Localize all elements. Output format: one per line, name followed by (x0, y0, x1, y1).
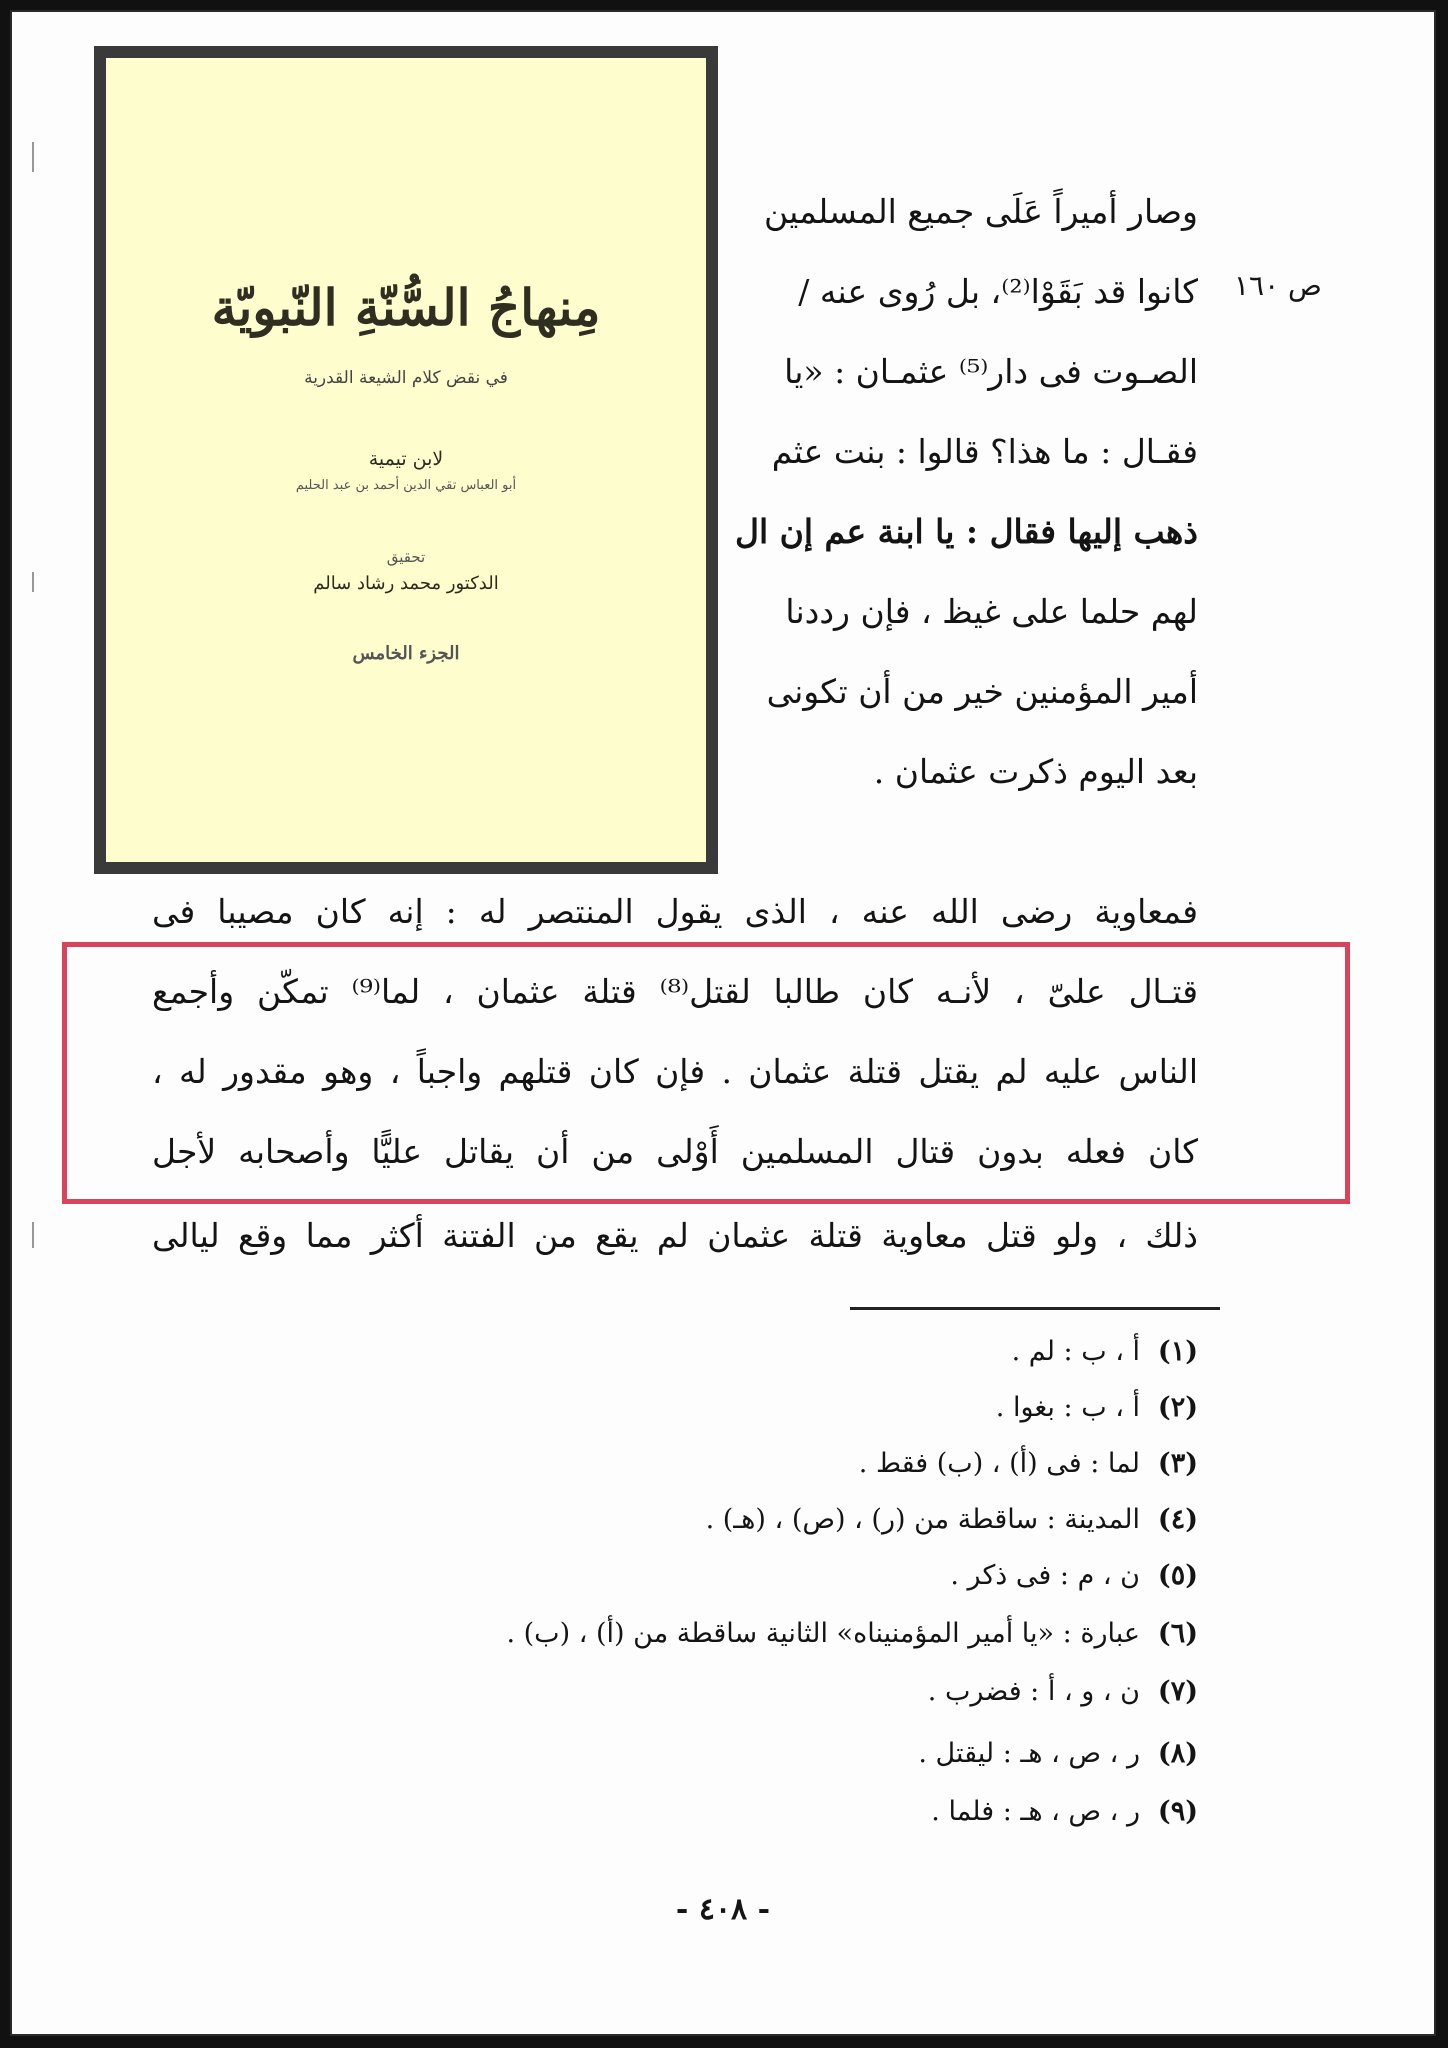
footnote (859, 1446, 1198, 1482)
body-line: لهم حلما على غيظ ، فإن رددنا (785, 592, 1198, 631)
body-line: كانوا قد بَقَوْا⁽²⁾، بل رُوى عنه / (798, 272, 1198, 311)
footnote-text: أ ، ب : لم . (1011, 1336, 1140, 1367)
highlight-box (62, 942, 1350, 1204)
footnote (928, 1674, 1198, 1710)
margin-tick (32, 1222, 34, 1248)
cover-subtitle: في نقض كلام الشيعة القدرية (304, 368, 508, 388)
footnote-number: (٩) (1157, 1796, 1198, 1827)
footnote-number: (٣) (1157, 1448, 1198, 1479)
footnote (506, 1616, 1198, 1652)
footnote (996, 1390, 1198, 1426)
cover-author: لابن تيمية (368, 448, 444, 470)
document-page (10, 10, 1436, 2036)
paragraph-line: الناس عليه لم يقتل قتلة عثمان . فإن كان قتلهم واجباً ، وهو مقدور له ، (152, 1052, 1198, 1091)
footnote-text: ر ، ص ، هـ : فلما . (931, 1796, 1140, 1827)
body-line: فقـال : ما هذا؟ قالوا : بنت عثم (771, 432, 1198, 471)
footnote-number: (٥) (1157, 1560, 1198, 1591)
footnote (706, 1502, 1198, 1538)
footnote (918, 1736, 1198, 1772)
footnote-number: (٢) (1157, 1392, 1198, 1423)
paragraph-line: قتـال علىّ ، لأنـه كان طالبا لقتل⁽⁸⁾ قتلة عثمان ، لما⁽⁹⁾ تمكّن وأجمع (152, 972, 1199, 1011)
footnote-number: (٨) (1157, 1738, 1198, 1769)
body-line: الصـوت فى دار⁽⁵⁾ عثمـان : «يا (784, 352, 1198, 391)
cover-editor: الدكتور محمد رشاد سالم (313, 573, 499, 594)
cover-author-fullname: أبو العباس تقي الدين أحمد بن عبد الحليم (295, 478, 517, 493)
footnote-number: (٤) (1157, 1504, 1198, 1535)
footnote (1012, 1334, 1198, 1370)
footnote-text: المدينة : ساقطة من (ر) ، (ص) ، (هـ) . (705, 1504, 1140, 1535)
paragraph-line: فمعاوية رضى الله عنه ، الذى يقول المنتصر له : إنه كان مصيبا فى (152, 892, 1198, 931)
margin-tick (32, 572, 34, 592)
footnote-separator (850, 1307, 1220, 1310)
body-line: وصار أميراً عَلَى جميع المسلمين (763, 192, 1198, 231)
body-line: بعد اليوم ذكرت عثمان . (873, 752, 1198, 791)
footnote (950, 1558, 1198, 1594)
footnote-text: أ ، ب : بغوا . (995, 1392, 1140, 1423)
page-number: - ٤٠٨ - (675, 1892, 771, 1927)
cover-title: مِنهاجُ السُّنّةِ النّبويّة (211, 278, 601, 337)
margin-page-reference: ص ١٦٠ (1234, 269, 1322, 302)
paragraph-line: كان فعله بدون قتال المسلمين أَوْلى من أن يقاتل عليًّا وأصحابه لأجل (152, 1132, 1198, 1171)
book-cover (94, 46, 718, 874)
footnote-text: ن ، م : فى ذكر . (950, 1560, 1140, 1591)
paragraph-line: ذلك ، ولو قتل معاوية قتلة عثمان لم يقع من الفتنة أكثر مما وقع ليالى (152, 1216, 1198, 1255)
margin-tick (32, 142, 34, 172)
cover-volume: الجزء الخامس (352, 643, 460, 664)
footnote-text: لما : فى (أ) ، (ب) فقط . (858, 1448, 1140, 1479)
book-cover-face (106, 58, 706, 862)
footnote-text: ن ، و ، أ : فضرب . (927, 1676, 1140, 1707)
footnote-number: (٦) (1157, 1618, 1198, 1649)
body-line: ذهب إليها فقال : يا ابنة عم إن ال (735, 512, 1198, 551)
cover-editor-label: تحقيق (386, 548, 426, 566)
body-line: أمير المؤمنين خير من أن تكونى (766, 672, 1198, 711)
footnote-text: عبارة : «يا أمير المؤمنيناه» الثانية ساقطة من (أ) ، (ب) . (506, 1618, 1140, 1649)
footnote-text: ر ، ص ، هـ : ليقتل . (918, 1738, 1140, 1769)
footnote-number: (١) (1157, 1336, 1198, 1367)
footnote-number: (٧) (1157, 1676, 1198, 1707)
footnote (931, 1794, 1198, 1830)
